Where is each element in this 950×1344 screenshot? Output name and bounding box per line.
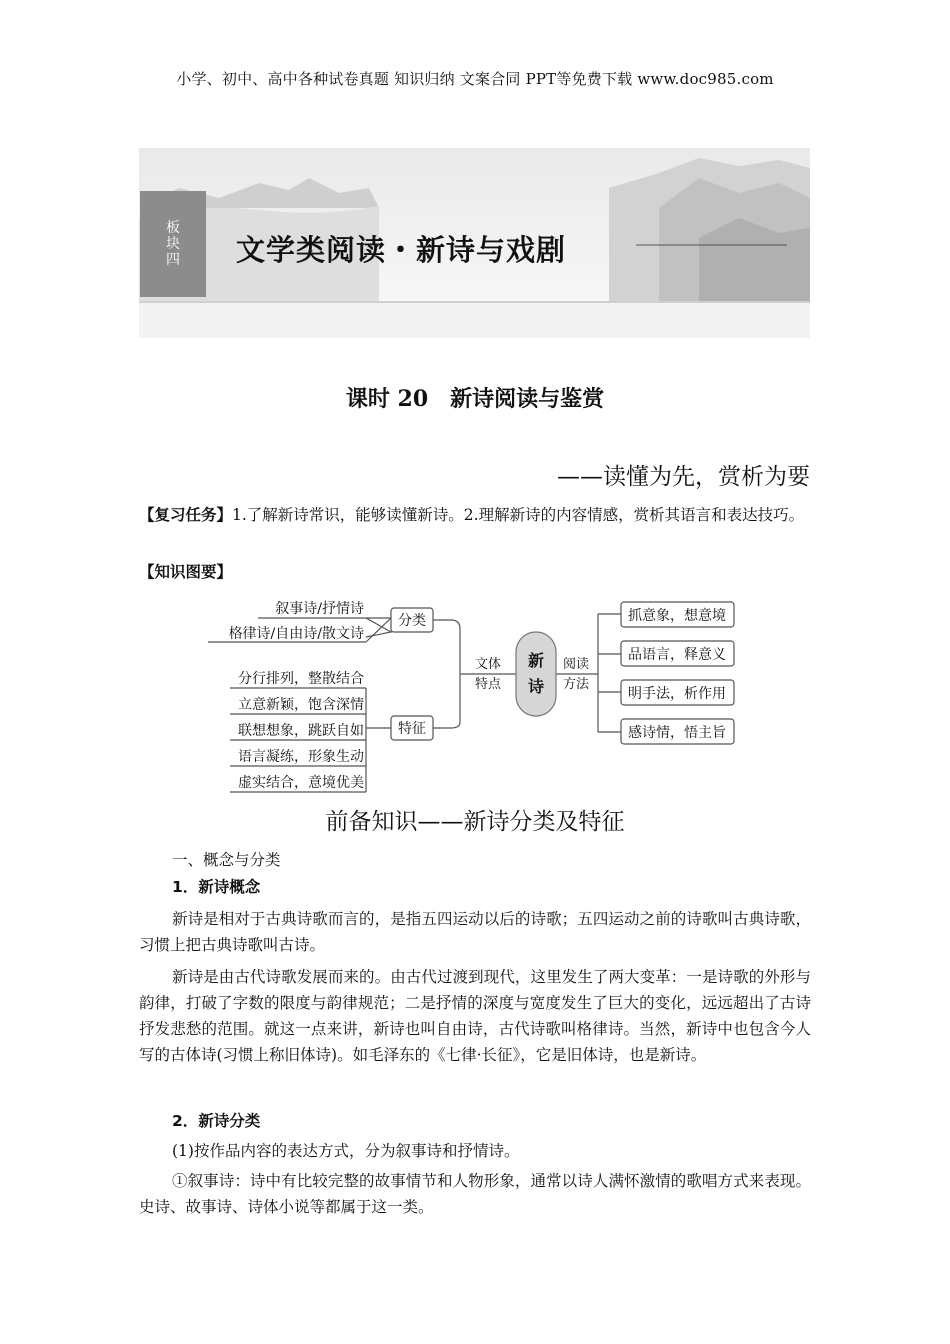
section-title: 前备知识——新诗分类及特征 xyxy=(325,809,625,835)
review-text: 1.了解新诗常识，能够读懂新诗。2.理解新诗的内容情感，赏析其语言和表达技巧。 xyxy=(232,506,805,524)
left-label-1: 文体 xyxy=(474,657,502,672)
center-node xyxy=(516,632,556,716)
categories-node: 分类 xyxy=(398,613,426,629)
method-item: 感诗情，悟主旨 xyxy=(628,725,726,741)
review-task xyxy=(139,502,811,528)
review-label: 【复习任务】 xyxy=(139,506,233,524)
section-badge: 板 块 四 xyxy=(140,191,206,297)
method-item: 抓意象，想意境 xyxy=(628,608,726,624)
lesson-subtitle: ——读懂为先，赏析为要 xyxy=(557,464,810,490)
feature-item: 联想想象，跳跃自如 xyxy=(238,723,364,739)
heading-level2: 1．新诗概念 xyxy=(172,878,261,896)
feature-item: 分行排列，整散结合 xyxy=(238,671,364,687)
category-item: 格律诗/自由诗/散文诗 xyxy=(228,626,364,642)
paragraph: 新诗是相对于古典诗歌而言的，是指五四运动以后的诗歌；五四运动之前的诗歌叫古典诗歌，习惯上把古典诗歌叫古诗。 xyxy=(139,910,811,954)
heading-level2: 2．新诗分类 xyxy=(172,1112,261,1130)
paragraph: 新诗是由古代诗歌发展而来的。由古代过渡到现代，这里发生了两大变革：一是诗歌的外形与韵律，打破了字数的限度与韵律规范；二是抒情的深度与宽度发生了巨大的变化，远远超出了古诗抒发悲愁的范围。就这一点来讲，新诗也叫自由诗，古代诗歌叫格律诗。当然，新诗中也包含今人写的古体诗(习惯上称旧体诗)。如毛泽东的《七律·长征》，它是旧体诗，也是新诗。 xyxy=(139,968,811,1064)
heading-level1: 一、概念与分类 xyxy=(172,851,281,869)
feature-item: 立意新颖，饱含深情 xyxy=(238,697,364,713)
knowledge-map-label: 【知识图要】 xyxy=(139,563,233,581)
lesson-title: 课时 20 新诗阅读与鉴赏 xyxy=(345,386,605,412)
feature-item: 语言凝练，形象生动 xyxy=(238,749,364,765)
banner-title: 文学类阅读・新诗与戏剧 xyxy=(236,233,567,267)
category-item: 叙事诗/抒情诗 xyxy=(275,601,364,617)
paragraph: ①叙事诗：诗中有比较完整的故事情节和人物形象，通常以诗人满怀激情的歌唱方式来表现。史诗、故事诗、诗体小说等都属于这一类。 xyxy=(139,1172,811,1216)
page-header: 小学、初中、高中各种试卷真题 知识归纳 文案合同 PPT等免费下载 www.doc985.com xyxy=(176,70,774,88)
features-node: 特征 xyxy=(398,721,426,737)
knowledge-mindmap xyxy=(206,582,746,794)
right-label-1: 阅读 xyxy=(562,657,590,672)
right-label-2: 方法 xyxy=(562,677,590,692)
method-item: 品语言，释意义 xyxy=(628,647,726,663)
center-char-1: 新 xyxy=(527,651,545,670)
feature-item: 虚实结合，意境优美 xyxy=(238,775,364,791)
method-item: 明手法，析作用 xyxy=(628,686,726,702)
center-char-2: 诗 xyxy=(527,677,545,696)
paragraph: (1)按作品内容的表达方式，分为叙事诗和抒情诗。 xyxy=(172,1142,520,1160)
left-label-2: 特点 xyxy=(474,677,502,692)
